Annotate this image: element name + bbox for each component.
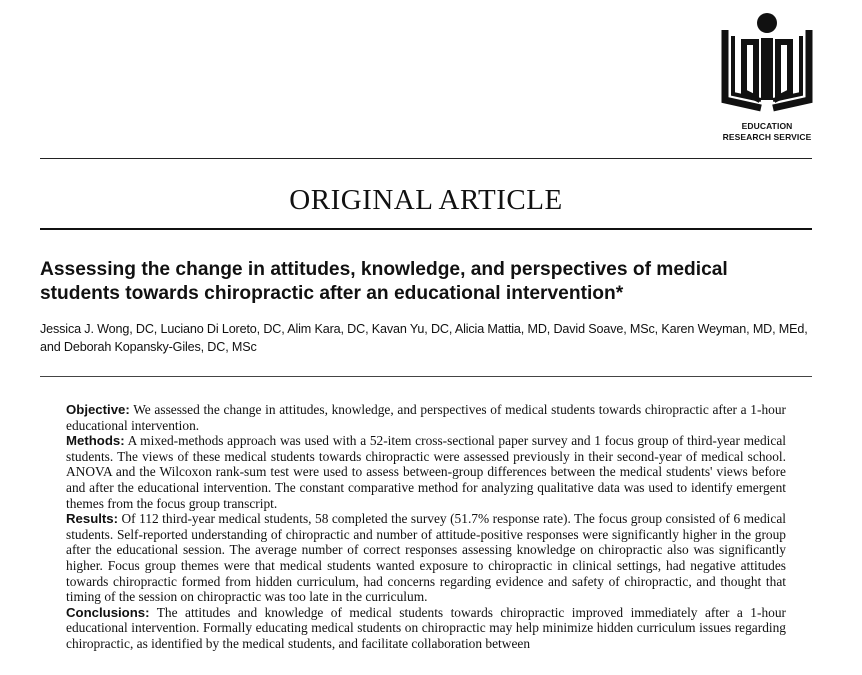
author-list: Jessica J. Wong, DC, Luciano Di Loreto, DC, Alim Kara, DC, Kavan Yu, DC, Alicia Mattia, MD, David Soave, MSc, Karen Weyman, MD, MEd, and Deborah Kopansky-Giles, DC, MSc [40,322,808,354]
results-label: Results: [66,511,119,527]
abstract [66,402,786,652]
article-title: Assessing the change in attitudes, knowledge, and perspectives of medical students towards chiropractic after an educational intervention* [40,259,728,304]
abstract-divider [40,376,812,377]
publisher-name-line1: EDUCATION [741,121,793,131]
publisher-name [710,121,824,142]
conclusions-text: The attitudes and knowledge of medical students towards chiropractic improved immediately after a 1-hour educational intervention. Formally educating medical students on chiropractic may help minimize hidden curriculum issues regarding chiropractic, as identified by the medical students, and facilitate collaboration between [66,604,787,651]
abstract-methods [66,433,786,511]
header-divider [40,158,812,159]
publisher-name-line2: RESEARCH SERVICE [722,131,812,142]
title-divider [40,228,812,230]
abstract-conclusions [66,605,786,652]
abstract-results [66,511,786,605]
objective-label: Objective: [66,402,130,417]
open-book-reader-icon [720,12,814,116]
methods-text: A mixed-methods approach was used with a 52-item cross-sectional paper survey and 1 focus group of third-year medical students. The views of these medical students towards chiropractic were assessed previously in their second-year of medical school. ANOVA and the Wilcoxon rank-sum test were used to assess between-group differences between the medical students' views before and after the educational intervention. The constant comparative method for analyzing qualitative data was used to identify emergent themes from the focus group transcript. [66,433,786,511]
methods-label: Methods: [66,433,125,449]
objective-text: We assessed the change in attitudes, knowledge, and perspectives of medical students towards chiropractic after a 1-hour educational intervention. [66,402,786,433]
conclusions-label: Conclusions: [66,604,150,620]
article-type-heading: ORIGINAL ARTICLE [289,184,563,216]
publisher-logo [720,12,814,144]
abstract-objective [66,402,786,433]
results-text: Of 112 third-year medical students, 58 completed the survey (51.7% response rate). The focus group consisted of 6 medical students. Self-reported understanding of chiropractic and number of attitude-positive responses were significantly higher in the group after the educational session. The average number of correct responses assessing knowledge on chiropractic also was significantly higher. Focus group themes were that medical students wanted exposure to chiropractic in clinical settings, had negative attitudes towards chiropractic formed from hidden curriculum, had concerns regarding evidence and safety of chiropractic, and thought that timing of the session on chiropractic was too late in the curriculum. [66,511,786,605]
